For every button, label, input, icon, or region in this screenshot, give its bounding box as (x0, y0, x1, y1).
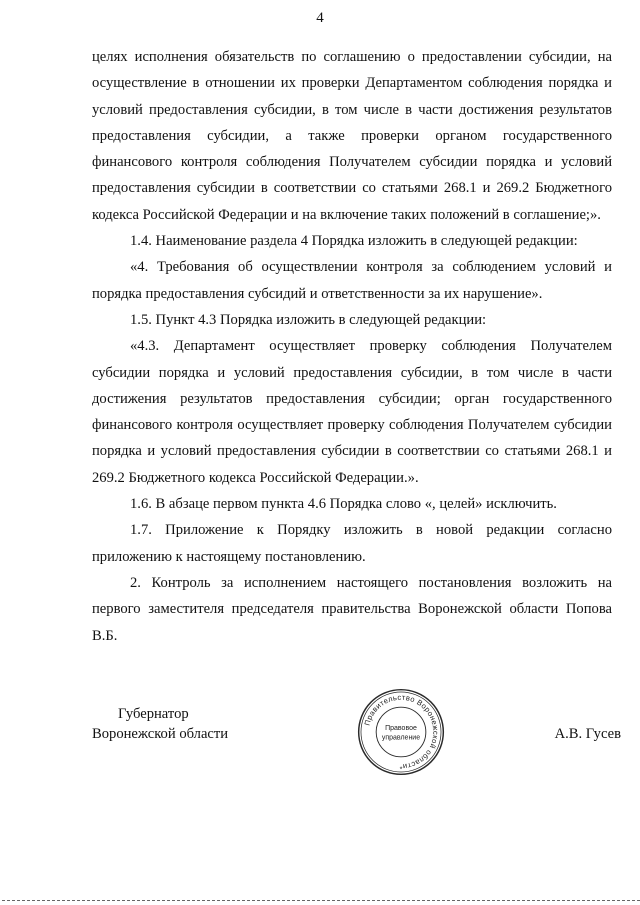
signatory-title-line2: Воронежской области (92, 726, 229, 742)
signatory-name: А.В. Гусев (554, 726, 621, 742)
footer-divider (2, 900, 640, 901)
signatory-title (92, 704, 228, 744)
paragraph-section-4-title: «4. Требования об осуществлении контроля за соблюдением условий и порядка предоставления субсидий и ответственности за их нарушение». (92, 259, 612, 302)
signature-block (92, 694, 640, 784)
stamp-star-icon: * (399, 764, 403, 774)
document-body (92, 44, 612, 649)
signatory-title-line1: Губернатор (118, 706, 189, 722)
paragraph-2: 2. Контроль за исполнением настоящего постановления возложить на первого заместителя председателя правительства Воронежской области Попова В.Б. (92, 574, 612, 644)
paragraph-1-5: 1.5. Пункт 4.3 Порядка изложить в следующей редакции: (130, 311, 487, 328)
page-number: 4 (316, 10, 324, 26)
stamp-ring-text: Правительство Воронежской области (362, 692, 441, 772)
paragraph-1-6: 1.6. В абзаце первом пункта 4.6 Порядка слово «, целей» исключить. (130, 496, 557, 513)
paragraph-1-7: 1.7. Приложение к Порядку изложить в новой редакции согласно приложению к настоящему постановлению. (92, 522, 612, 565)
stamp-center-line1: Правовое (385, 725, 417, 733)
paragraph-4-3: «4.3. Департамент осуществляет проверку соблюдения Получателем субсидии порядка и условий предоставления субсидии, в том числе в части достижения результатов предоставления субсидии; орган государственного финансового контроля осуществляет проверку соблюдения Получателем субсидии порядка и условий предоставления субсидии в соответствии со статьями 268.1 и 269.2 Бюджетного кодекса Российской Федерации.». (92, 338, 612, 486)
stamp-center-line2: управление (381, 734, 421, 742)
paragraph-continuation: целях исполнения обязательств по соглашению о предоставлении субсидии, на осуществление в отношении их проверки Департаментом соблюдения порядка и условий предоставления субсидии, в том числе в части достижения результатов предоставления субсидии, а также проверки органом государственного финансового контроля соблюдения Получателем субсидии порядка и условий предоставления субсидии в соответствии со статьями 268.1 и 269.2 Бюджетного кодекса Российской Федерации и на включение таких положений в соглашение;». (92, 49, 612, 223)
paragraph-1-4: 1.4. Наименование раздела 4 Порядка изложить в следующей редакции: (130, 233, 578, 250)
official-stamp (355, 686, 447, 778)
